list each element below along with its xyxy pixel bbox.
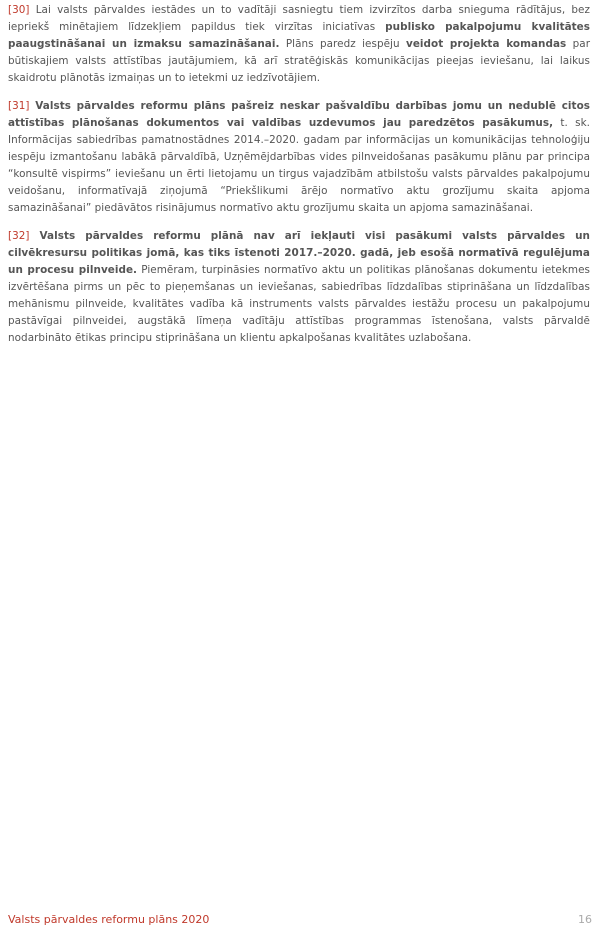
paragraph-text: Lai valsts pārvaldes iestādes un to vadītāji sasniegtu tiem izvirzītos darba snieguma rādītājus, bez iepriekš minētajiem līdzekļiem papildus tiek virzītas iniciatīvas <box>8 4 590 33</box>
paragraph-ref: [31] <box>8 100 30 112</box>
paragraph-text: t. sk. Informācijas sabiedrības pamatnostādnes 2014.–2020. gadam par informācijas un komunikācijas tehnoloģiju iespēju izmantošanu labākā pārvaldībā, Uzņēmējdarbības vides pilnveidošanas pasākumu plānu par principa “konsultē vispirms” ieviešanu un ērti lietojamu un tirgus vajadzībām atbilstošu valsts pārvaldes pakalpojumu veidošanu, informatīvajā ziņojumā “Priekšlikumi ārējo normatīvo aktu grozījumu skaita apjoma samazināšanai” piedāvātos risinājumus normatīvo aktu grozījumu skaita un apjoma samazināšanai. <box>8 117 590 214</box>
paragraph-emphasis: Valsts pārvaldes reformu plānā nav arī iekļauti visi pasākumi valsts pārvaldes un cilvēkresursu politikas jomā, kas tiks īstenoti 2017.–2020. gadā, jeb esošā normatīvā regulējuma un procesu pilnveide. <box>8 230 590 276</box>
document-body <box>8 2 590 358</box>
paragraph-emphasis: Valsts pārvaldes reformu plāns pašreiz neskar pašvaldību darbības jomu un nedublē citos attīstības plānošanas dokumentos vai valdības uzdevumos jau paredzētos pasākumus, <box>8 100 590 129</box>
paragraph-31 <box>8 98 590 217</box>
paragraph-emphasis: veidot projekta komandas <box>406 38 567 50</box>
footer-document-title: Valsts pārvaldes reformu plāns <box>8 913 178 926</box>
page-number: 16 <box>578 913 592 926</box>
paragraph-ref: [30] <box>8 4 30 16</box>
paragraph-text: Piemēram, turpināsies normatīvo aktu un politikas plānošanas dokumentu ietekmes izvērtēšana pirms un pēc to pieņemšanas un ieviešanas, sabiedrības līdzdalības stiprināšana un līdzdalības mehānismu pilnveide, kvalitātes vadība kā instruments valsts pārvaldes iestāžu procesu un pakalpojumu pastāvīgai pilnveidei, augstākā līmeņa vadītāju attīstības programmas īstenošana, valsts pārvaldē nodarbināto ētikas principu stiprināšana un klientu apkalpošanas kvalitātes uzlabošana. <box>8 264 590 344</box>
page-footer <box>8 913 592 929</box>
footer-title <box>8 913 209 926</box>
paragraph-text: Plāns paredz iespēju <box>279 38 406 50</box>
paragraph-emphasis: publisko pakalpojumu kvalitātes paaugstināšanai un izmaksu samazināšanai. <box>8 21 590 50</box>
paragraph-32 <box>8 228 590 347</box>
paragraph-30 <box>8 2 590 87</box>
footer-year: 2020 <box>181 913 210 926</box>
paragraph-text: par būtiskajiem valsts attīstības jautājumiem, kā arī stratēģiskās komunikācijas pieejas ieviešanu, lai laikus skaidrotu plānotās izmaiņas un to ietekmi uz iedzīvotājiem. <box>8 38 591 84</box>
paragraph-ref: [32] <box>8 230 30 242</box>
